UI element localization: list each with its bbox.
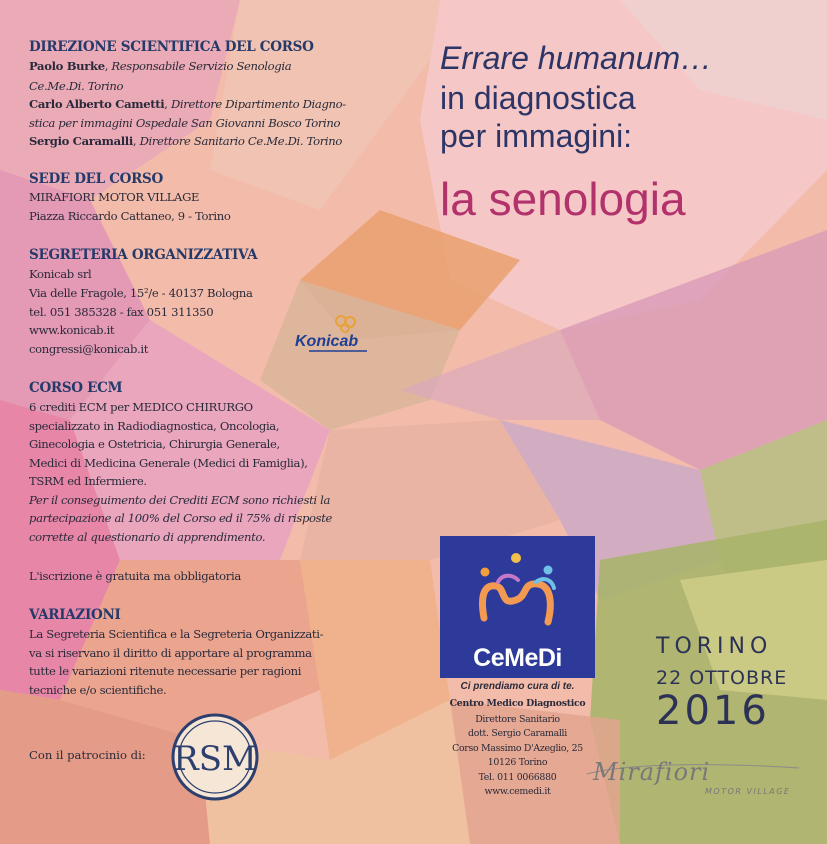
cemedi-line-1: Direttore Sanitario (475, 714, 560, 725)
segreteria-line-1: Konicab srl (29, 267, 92, 281)
segreteria-email-link[interactable]: congressi@konicab.it (29, 342, 149, 356)
konicab-logo (293, 313, 373, 355)
sede-heading: SEDE DEL CORSO (29, 171, 163, 187)
variazioni-heading: VARIAZIONI (29, 607, 121, 623)
mirafiori-logo-text: Mirafiori (593, 758, 711, 786)
direzione-person-2: Carlo Alberto Cametti, Direttore Dipartimento Diagno- (29, 97, 346, 111)
sede-line-1: MIRAFIORI MOTOR VILLAGE (29, 190, 200, 204)
person-name: Sergio Caramalli (29, 134, 133, 148)
variazioni-line-3: tutte le variazioni ritenute necessarie per ragioni (29, 664, 302, 678)
direzione-heading: DIREZIONE SCIENTIFICA DEL CORSO (29, 39, 314, 55)
variazioni-line-2: va si riservano il diritto di apportare al programma (29, 646, 312, 660)
title-line-immagini: per immagini: (440, 118, 633, 154)
konicab-logo-text: Konicab (295, 333, 359, 350)
person-name: Paolo Burke (29, 59, 105, 73)
ecm-line-5: TSRM ed Infermiere. (29, 474, 147, 488)
cemedi-line-4: 10126 Torino (487, 757, 548, 768)
cemedi-tagline: Ci prendiamo cura di te. (460, 681, 575, 692)
direzione-person-3: Sergio Caramalli, Direttore Sanitario Ce.Me.Di. Torino (29, 134, 342, 148)
cemedi-logo (440, 536, 595, 678)
ecm-free-registration: L'iscrizione è gratuita ma obbligatoria (29, 569, 241, 583)
cemedi-website-link[interactable]: www.cemedi.it (484, 786, 551, 797)
rsm-logo (170, 712, 260, 802)
event-year: 2016 (656, 688, 770, 734)
cemedi-line-2: dott. Sergio Caramalli (468, 728, 567, 739)
person-role: Direttore Dipartimento Diagno- (170, 97, 346, 111)
ecm-note-1: Per il conseguimento dei Crediti ECM sono richiesti la (29, 493, 331, 507)
mirafiori-logo-sub: MOTOR VILLAGE (705, 787, 791, 796)
variazioni-line-4: tecniche e/o scientifiche. (29, 683, 167, 697)
title-line-diagnostica: in diagnostica (440, 80, 636, 116)
segreteria-heading: SEGRETERIA ORGANIZZATIVA (29, 247, 258, 263)
ecm-heading: CORSO ECM (29, 380, 123, 396)
sede-line-2: Piazza Riccardo Cattaneo, 9 - Torino (29, 209, 231, 223)
direzione-person-1-role: Ce.Me.Di. Torino (29, 79, 124, 93)
rsm-logo-text: RSM (173, 739, 257, 779)
cemedi-title: Centro Medico Diagnostico (449, 698, 586, 709)
cemedi-symbol (440, 536, 595, 646)
segreteria-website-link[interactable]: www.konicab.it (29, 323, 115, 337)
person-role: Direttore Sanitario Ce.Me.Di. Torino (139, 134, 342, 148)
person-name: Carlo Alberto Cametti (29, 97, 165, 111)
ecm-line-2: specializzato in Radiodiagnostica, Oncologia, (29, 419, 280, 433)
title-line-senologia: la senologia (440, 173, 686, 225)
ecm-line-3: Ginecologia e Ostetricia, Chirurgia Generale, (29, 437, 280, 451)
ecm-note-2: partecipazione al 100% del Corso ed il 75% di risposte (29, 511, 333, 525)
cemedi-line-5: Tel. 011 0066880 (478, 772, 557, 783)
mirafiori-motor-village-logo (585, 756, 805, 800)
ecm-line-1: 6 crediti ECM per MEDICO CHIRURGO (29, 400, 253, 414)
cemedi-logo-name: CeMeDi (473, 644, 562, 672)
variazioni-line-1: La Segreteria Scientifica e la Segreteria Organizzati- (29, 627, 324, 641)
title-line-errare: Errare humanum… (440, 40, 713, 76)
cemedi-line-3: Corso Massimo D'Azeglio, 25 (452, 743, 583, 754)
ecm-note-3: corrette al questionario di apprendimento. (29, 530, 266, 544)
segreteria-line-3: tel. 051 385328 - fax 051 311350 (29, 305, 214, 319)
ecm-line-4: Medici di Medicina Generale (Medici di Famiglia), (29, 456, 308, 470)
event-city: TORINO (656, 634, 773, 659)
direzione-person-2-role: stica per immagini Ospedale San Giovanni Bosco Torino (29, 116, 341, 130)
segreteria-line-2: Via delle Fragole, 15²/e - 40137 Bologna (29, 286, 253, 300)
direzione-person-1: Paolo Burke, Responsabile Servizio Senologia (29, 59, 292, 73)
patrocinio-label: Con il patrocinio di: (29, 748, 146, 762)
event-day: 22 OTTOBRE (656, 667, 788, 689)
person-role: Responsabile Servizio Senologia (111, 59, 292, 73)
